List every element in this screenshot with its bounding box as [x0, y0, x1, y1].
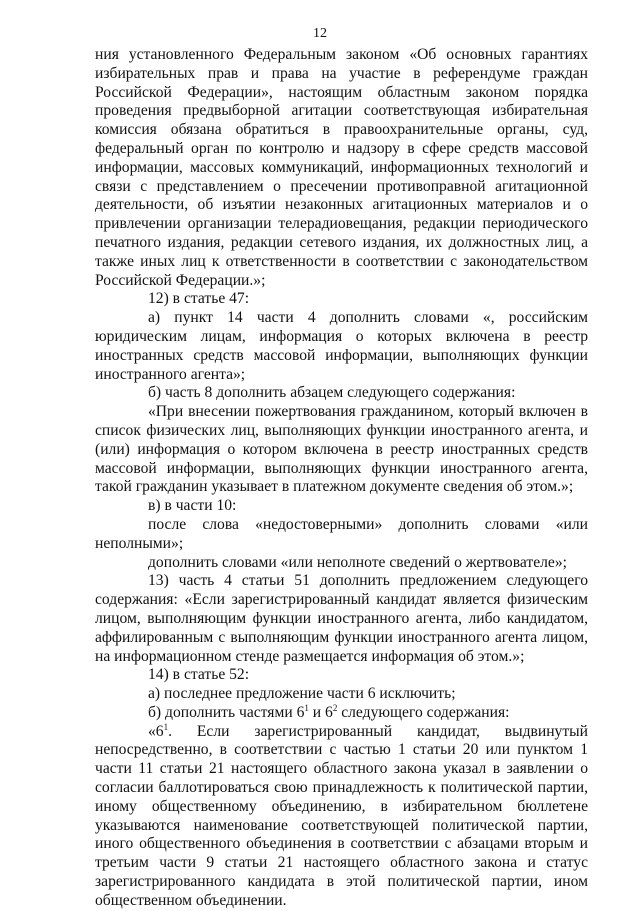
paragraph-quote-donation: «При внесении пожертвования гражданином, который включен в список физических лиц, выполняющих функции иностранного агента, и (или) информация о котором включена в реестр иностранных средств массовой информации, выполняющих функции иностранного агента, такой гражданин указывает в платежном документе сведения об этом.»; — [95, 403, 588, 496]
item-14b-text-before: б) дополнить частями 6 — [148, 703, 305, 721]
paragraph-item-14a: а) последнее предложение части 6 исключить; — [148, 685, 456, 703]
paragraph-item-12v: в) в части 10: — [148, 497, 237, 515]
paragraph-continuation: ния установленного Федеральным законом «Об основных гарантиях избирательных прав и права на участие в референдуме граждан Российской Федерации», настоящим областным законом порядка проведения предвыборной агитации соответствующая избирательная комиссия обязана обратиться в правоохранительные органы, суд, федеральный орган по контролю и надзору в сфере средств массовой информации, массовых коммуникаций, информационных технологий и связи с представлением о пресечении противоправной агитационной деятельности, об изъятии незаконных агитационных материалов и о привлечении организации телерадиовещания, редакции периодического печатного издания, редакции сетевого издания, их должностных лиц, а также иных лиц к ответственности в соответствии с законодательством Российской Федерации.»; — [95, 46, 588, 289]
paragraph-add-words: дополнить словами «или неполноте сведений о жертвователе»; — [148, 553, 567, 571]
paragraph-item-14: 14) в статье 52: — [148, 666, 250, 684]
paragraph-after-word: после слова «недостоверными» дополнить словами «или неполными»; — [95, 515, 588, 552]
paragraph-item-12: 12) в статье 47: — [148, 290, 250, 308]
item-14b-text-middle: и 6 — [308, 703, 333, 721]
part-6-1-text-before: «6 — [148, 722, 164, 740]
item-14b-superscript-2: 2 — [332, 702, 338, 713]
page-number: 12 — [313, 26, 327, 41]
part-6-1-superscript: 1 — [163, 721, 169, 732]
part-6-1-text-after: . Если зарегистрированный кандидат, выдвинутый непосредственно, в соответствии с частью 1 статьи 20 или пунктом 1 части 11 статьи 21 настоящего областного закона указал в заявлении о согласии баллотироваться свою принадлежность к политической партии, иному общественному объединению, в избирательном бюллетене указываются наименование соответствующей политической партии, иного общественного объединения в соответствии с абзацами вторым и третьим части 9 статьи 21 настоящего областного закона и статус зарегистрированного кандидата в этой политической партии, ином общественном объединении. — [95, 722, 588, 909]
document-body — [95, 46, 588, 911]
paragraph-item-12a: а) пункт 14 части 4 дополнить словами «, российским юридическим лицам, информация о которых включена в реестр иностранных средств массовой информации, выполняющих функции иностранного агента»; — [95, 309, 588, 383]
paragraph-item-14b — [95, 704, 588, 723]
paragraph-item-13: 13) часть 4 статьи 51 дополнить предложением следующего содержания: «Если зарегистрированный кандидат является физическим лицом, выполняющим функции иностранного агента, либо кандидатом, аффилированным с выполняющим функции иностранного агента лицом, на информационном стенде размещается информация об этом.»; — [95, 572, 588, 665]
paragraph-item-12b: б) часть 8 дополнить абзацем следующего содержания: — [148, 384, 516, 402]
paragraph-part-6-1 — [95, 723, 588, 911]
item-14b-superscript-1: 1 — [304, 702, 309, 713]
item-14b-text-after: следующего содержания: — [337, 703, 510, 721]
